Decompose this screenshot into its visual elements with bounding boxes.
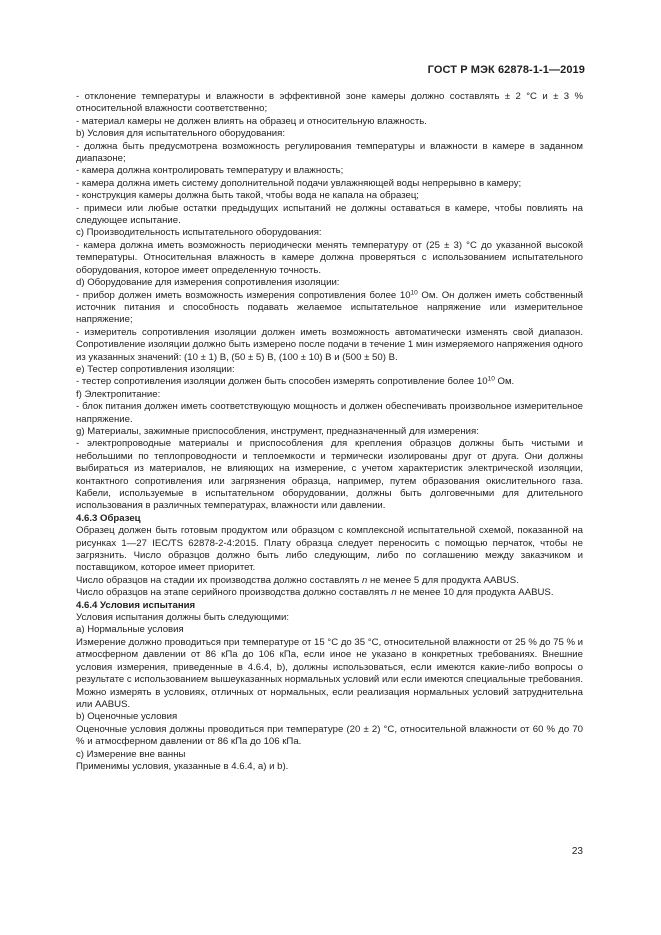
paragraph: - камера должна иметь систему дополнительной подачи увлажняющей воды непрерывно в камеру; <box>76 177 522 189</box>
text-run: - тестер сопротивления изоляции должен быть способен измерять сопротивление более 10 <box>76 376 488 388</box>
paragraph: b) Условия для испытательного оборудования: <box>76 128 285 140</box>
exponent: 10 <box>487 375 495 383</box>
text-run: не менее 10 для продукта AABUS. <box>396 587 554 599</box>
paragraph: c) Измерение вне ванны <box>76 748 186 760</box>
paragraph: g) Материалы, зажимные приспособления, инструмент, предназначенный для измерения: <box>76 425 479 437</box>
paragraph: d) Оборудование для измерения сопротивления изоляции: <box>76 277 340 289</box>
paragraph: - измеритель сопротивления изоляции должен иметь возможность автоматически изменять свой диапазон. Сопротивление изоляции должно быть измерено после подачи в течение 1 мин измеряемого напряжения одного из указанных значений: (10 ± 1) В, (50 ± 5) В, (100 ± 10) В и (500 ± 50) В. <box>76 326 583 363</box>
text-run: Число образцов на этапе серийного производства должно составлять <box>76 587 392 599</box>
paragraph: Измерение должно проводиться при температуре от 15 °С до 35 °С, относительной влажности от 25 % до 75 % и атмосферном давлении от 86 кПа до 106 кПа, если иное не указано в конкретных требованиях. Внешние условия измерения, приведенные в 4.6.4, b), должны использоваться, если имеются какие-либо вопросы о результате с использованием вышеуказанных нормальных условий или если имеются специальные требования. Можно измерять в условиях, отличных от нормальных, если реализация нормальных условий затруднительна или AABUS. <box>76 636 584 710</box>
section-heading-4-6-4: 4.6.4 Условия испытания <box>76 599 196 611</box>
variable-n: n <box>391 587 397 599</box>
paragraph <box>76 290 583 327</box>
exponent: 10 <box>410 289 418 296</box>
paragraph: - конструкция камеры должна быть такой, чтобы вода не капала на образец; <box>76 190 419 202</box>
paragraph: - камера должна контролировать температуру и влажность; <box>76 165 344 177</box>
paragraph: e) Тестер сопротивления изоляции: <box>76 363 235 375</box>
text-run: - прибор должен иметь возможность измерения сопротивления более 10 <box>76 289 411 301</box>
paragraph: a) Нормальные условия <box>76 624 184 636</box>
paragraph: Условия испытания должны быть следующими: <box>76 612 290 624</box>
section-heading-4-6-3: 4.6.3 Образец <box>76 512 141 524</box>
paragraph: Применимы условия, указанные в 4.6.4, a) и b). <box>76 760 289 772</box>
paragraph: - электропроводные материалы и приспособления для крепления образцов должны быть чистыми и небольшими по теплопроводности и теплоемкости и термически изолированы друг от друга. Они должны выбираться из материалов, не влияющих на измерение, с учетом характеристик электрической изоляции, контактного сопротивления или загрязнения образца, например, путем образования окислительного газа. Кабели, используемые в испытательном оборудовании, должны быть долговечными для длительного использования в различных температурах, влажности или давлении. <box>76 438 583 512</box>
paragraph: b) Оценочные условия <box>76 711 178 723</box>
paragraph <box>76 376 583 388</box>
text-run: Ом. Он должен иметь собственный источник питания и способность подавать желаемое испытательное напряжение или измерительное напряжение; <box>76 289 583 326</box>
paragraph: Оценочные условия должны проводиться при температуре (20 ± 2) °С, относительной влажности от 60 % до 70 % и атмосферном давлении от 86 кПа до 106 кПа. <box>76 723 583 748</box>
paragraph: - материал камеры не должен влиять на образец и относительную влажность. <box>76 115 427 127</box>
paragraph: Образец должен быть готовым продуктом или образцом с комплексной испытательной схемой, показанной на рисунках 1—27 IEC/TS 62878-2-4:2015. Плату образца следует переносить с помощью перчаток, чтобы не загрязнить. Число образцов должно быть либо следующим, либо по соглашению между заказчиком и поставщиком, которое имеет приоритет. <box>76 525 583 574</box>
document-header: ГОСТ Р МЭК 62878-1-1—2019 <box>427 64 585 76</box>
paragraph: c) Производительность испытательного оборудования: <box>76 227 322 239</box>
text-run: не менее 5 для продукта AABUS. <box>367 574 519 586</box>
paragraph: f) Электропитание: <box>76 388 161 400</box>
paragraph: - блок питания должен иметь соответствующую мощность и должен обеспечивать произвольное измерительное напряжение. <box>76 401 583 425</box>
paragraph <box>76 575 583 587</box>
paragraph: - примеси или любые остатки предыдущих испытаний не должны оставаться в камере, чтобы повлиять на следующее испытание. <box>76 202 583 227</box>
text-run: Число образцов на стадии их производства должно составлять <box>76 574 362 586</box>
paragraph: - отклонение температуры и влажности в эффективной зоне камеры должно составлять ± 2 °С и ± 3 % относительной влажности соответственно; <box>76 91 583 115</box>
page-number: 23 <box>571 846 583 857</box>
paragraph: - должна быть предусмотрена возможность регулирования температуры и влажности в камере в заданном диапазоне; <box>76 140 583 165</box>
variable-n: n <box>362 574 368 586</box>
paragraph <box>76 587 583 599</box>
paragraph: - камера должна иметь возможность периодически менять температуру от (25 ± 3) °С до указанной высокой температуры. Относительная влажность в камере должна проверяться с использованием испытательного оборудования, которое имеет определенную точность. <box>76 239 583 276</box>
page-content <box>76 91 583 773</box>
text-run: Ом. <box>494 376 515 388</box>
